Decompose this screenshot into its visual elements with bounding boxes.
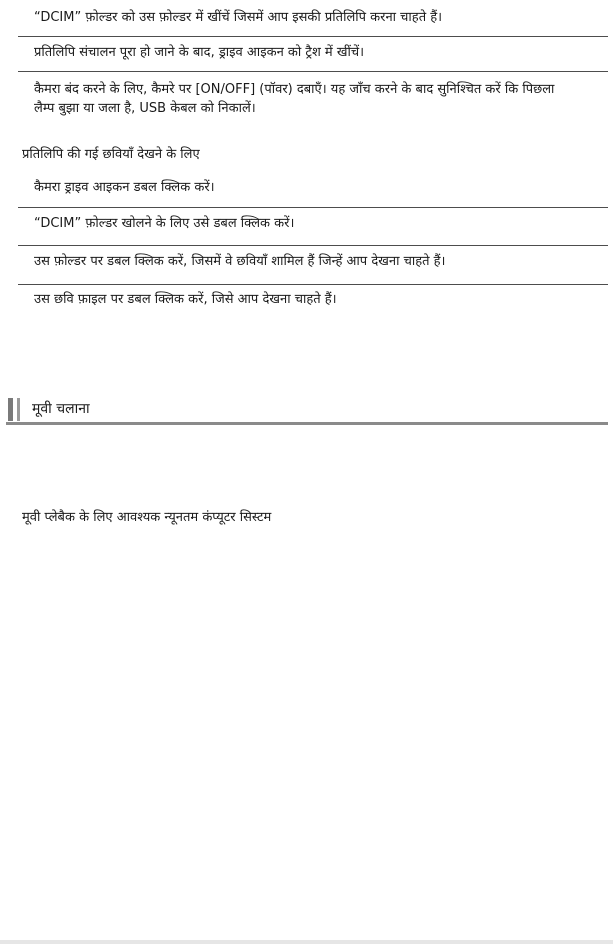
divider — [18, 245, 608, 246]
movie-requirements-heading: मूवी प्लेबैक के लिए आवश्यक न्यूनतम कंप्यूटर सिस्टम — [22, 510, 272, 525]
divider — [18, 71, 608, 72]
view-images-heading: प्रतिलिपि की गई छवियाँ देखने के लिए — [22, 147, 200, 162]
step-open-image-file: उस छवि फ़ाइल पर डबल क्लिक करें, जिसे आप देखना चाहते हैं। — [34, 292, 337, 307]
step-open-dcim: “DCIM” फ़ोल्डर खोलने के लिए उसे डबल क्लिक करें। — [34, 216, 295, 231]
heading-underline — [6, 422, 608, 425]
heading-marker — [8, 398, 13, 421]
movie-playback-section-header — [6, 398, 608, 426]
divider — [18, 36, 608, 37]
step-power-off-remove-usb: कैमरा बंद करने के लिए, कैमरे पर [ON/OFF] (पॉवर) दबाएँ। यह जाँच करने के बाद सुनिश्चित करें कि पिछला लैम्प बुझा या जला है, USB केबल को निकालें। — [34, 82, 555, 116]
step-double-click-drive: कैमरा ड्राइव आइकन डबल क्लिक करें। — [34, 180, 215, 195]
divider — [18, 284, 608, 285]
heading-marker — [17, 398, 20, 421]
step-drag-dcim-folder: “DCIM” फ़ोल्डर को उस फ़ोल्डर में खींचें जिसमें आप इसकी प्रतिलिपि करना चाहते हैं। — [34, 10, 443, 25]
movie-playback-title: मूवी चलाना — [32, 401, 90, 417]
page-bottom-band — [0, 940, 613, 944]
step-drag-to-trash: प्रतिलिपि संचालन पूरा हो जाने के बाद, ड्राइव आइकन को ट्रैश में खींचें। — [34, 45, 365, 60]
step-open-folder: उस फ़ोल्डर पर डबल क्लिक करें, जिसमें वे छवियाँ शामिल हैं जिन्हें आप देखना चाहते हैं। — [34, 254, 446, 269]
divider — [18, 207, 608, 208]
